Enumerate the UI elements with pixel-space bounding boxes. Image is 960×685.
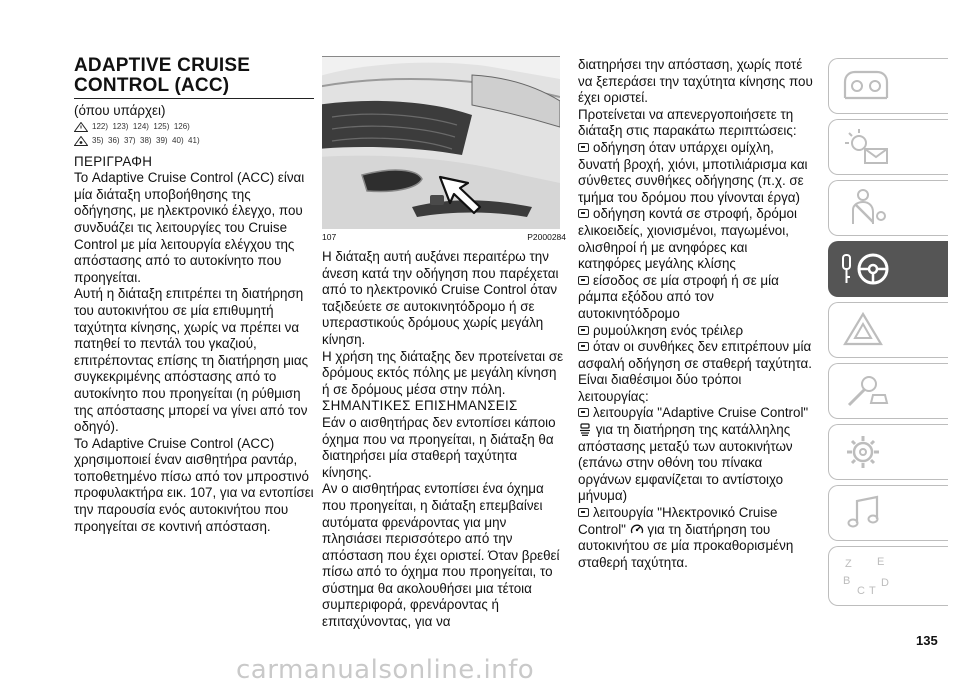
caution-refs-text: 35) 36) 37) 38) 39) 40) 41)	[92, 135, 200, 145]
music-note-icon	[839, 491, 893, 535]
tab-dashboard[interactable]	[828, 58, 948, 114]
alphabet-index-icon	[839, 554, 893, 598]
list-item: οδήγηση κοντά σε στροφή, δρόμοι ελικοειδείς, χιονισμένοι, παγωμένοι, ολισθηροί ή με ανηφόρες και κατηφόρες μεγάλης κλίσης	[578, 206, 797, 272]
sun-envelope-icon	[839, 125, 893, 169]
tab-lights-warnings[interactable]	[828, 119, 948, 175]
index-letter: T	[869, 585, 876, 597]
figure-number: 107	[322, 232, 337, 242]
wrench-car-icon	[839, 369, 893, 413]
bullet-icon	[578, 508, 589, 517]
figure-car-front	[322, 56, 560, 229]
paragraph: Προτείνεται να απενεργοποιήσετε τη διάταξη στις παρακάτω περιπτώσεις:	[578, 106, 797, 139]
watermark: carmanualsonline.info	[236, 655, 535, 685]
tab-index[interactable]	[828, 546, 948, 606]
paragraph: Η χρήση της διάταξης δεν προτείνεται σε δρόμους εκτός πόλης με μεγάλη κίνηση ή σε δρόμους μέσα στην πόλη.	[322, 348, 564, 397]
index-letter: D	[881, 577, 889, 589]
bullet-icon	[578, 276, 589, 285]
bullet-icon	[578, 342, 589, 351]
tab-technical-data[interactable]	[828, 424, 948, 480]
acc-distance-icon	[578, 423, 592, 436]
tab-maintenance[interactable]	[828, 363, 948, 419]
hazard-triangle-icon	[839, 308, 893, 352]
bullet-icon	[578, 209, 589, 218]
warning-refs-text: 122) 123) 124) 125) 126)	[92, 121, 190, 131]
figure-code: P2000284	[527, 232, 566, 242]
list-item: όταν οι συνθήκες δεν επιτρέπουν μία ασφαλή οδήγηση σε σταθερή ταχύτητα.	[578, 339, 812, 371]
list-item: είσοδος σε μία στροφή ή σε μία ράμπα εξόδου από τον αυτοκινητόδρομο	[578, 272, 779, 321]
paragraph: διατηρήσει την απόσταση, χωρίς ποτέ να ξεπεράσει την ταχύτητα κίνησης που έχει οριστεί.	[578, 57, 813, 106]
section-title	[74, 56, 314, 99]
paragraph: Είναι διαθέσιμοι δύο τρόποι λειτουργίας:	[578, 372, 742, 404]
chapter-tabs	[828, 58, 948, 611]
paragraph: Εάν ο αισθητήρας δεν εντοπίσει κάποιο όχημα που να προηγείται, η διάταξη θα διατηρήσει μία σταθερή ταχύτητα κίνησης.	[322, 414, 556, 480]
bullet-icon	[578, 408, 589, 417]
car-front-illustration	[322, 57, 560, 229]
bullet-icon	[578, 326, 589, 335]
tab-driving[interactable]	[828, 241, 948, 297]
warning-refs	[74, 120, 314, 134]
paragraph: Η διάταξη αυτή αυξάνει περαιτέρω την άνεση κατά την οδήγηση που παρέχεται από το ηλεκτρονικό Cruise Control όταν ταξιδεύετε σε αυτοκινητόδρομο ή σε υπεραστικούς δρόμους χωρίς μεγάλη κίνηση.	[322, 249, 559, 347]
index-letter: E	[877, 556, 885, 568]
paragraph: Αυτή η διάταξη επιτρέπει τη διατήρηση του αυτοκινήτου σε μία επιθυμητή ταχύτητα κίνησης, χωρίς να πρέπει να πατηθεί το πεντάλ του γκαζιού, επιτρέποντας επίσης τη διατήρηση μιας συγκεκριμένης απόστασης από το αυτοκίνητο που προηγείται (η ρύθμιση της απόστασης μπορεί να γίνει από τον οδηγό).	[74, 286, 309, 435]
tab-multimedia[interactable]	[828, 485, 948, 541]
key-steering-wheel-icon	[839, 247, 893, 291]
tab-safety[interactable]	[828, 180, 948, 236]
cruise-control-icon	[630, 523, 644, 536]
column-middle	[322, 56, 566, 631]
availability-note: (όπου υπάρχει)	[74, 103, 166, 118]
title-line-1: ADAPTIVE CRUISE	[74, 55, 251, 76]
gear-icon	[839, 430, 893, 474]
heading-description: ΠΕΡΙΓΡΑΦΗ	[74, 153, 153, 169]
list-item-mode-acc: λειτουργία "Adaptive Cruise Control" για τη διατήρηση της κατάλληλης απόστασης μεταξύ των αυτοκινήτων (επάνω στην οθόνη του πίνακα οργάνων εμφανίζεται το αντίστοιχο μήνυμα)	[578, 405, 809, 504]
list-item-mode-cruise: λειτουργία "Ηλεκτρονικό Cruise Control" για τη διατήρηση του αυτοκινήτου σε μία προκαθορισμένη σταθερή ταχύτητα.	[578, 505, 794, 570]
seatbelt-icon	[839, 186, 893, 230]
list-item: οδήγηση όταν υπάρχει ομίχλη, δυνατή βροχή, χιόνι, μποτιλιάρισμα και σύνθετες συνθήκες οδήγησης (π.χ. σε τμήμα του δρόμου που γίνονται έργα)	[578, 139, 808, 205]
list-item: ρυμούλκηση ενός τρέιλερ	[578, 323, 814, 340]
car-dashboard-icon	[839, 64, 893, 108]
figure-caption	[322, 231, 566, 243]
column-right	[578, 57, 814, 571]
caution-hand-icon	[74, 136, 88, 146]
index-letter: B	[843, 575, 851, 587]
index-letter: Z	[845, 558, 852, 570]
paragraph: Το Adaptive Cruise Control (ACC) χρησιμοποιεί έναν αισθητήρα ραντάρ, τοποθετημένο πίσω από τον μπροστινό προφυλακτήρα εικ. 107, για να εντοπίσει την παρουσία ενός αυτοκινήτου που προηγείται σε κοντινή απόσταση.	[74, 435, 314, 534]
index-letter: C	[857, 585, 865, 597]
caution-refs	[74, 134, 314, 148]
page-number: 135	[916, 633, 938, 648]
paragraph: Το Adaptive Cruise Control (ACC) είναι μία διάταξη υποβοήθησης της οδήγησης, με ηλεκτρονικό έλεγχο, που συνδυάζει τις λειτουργίες του Cruise Control με μία λειτουργία ελέγχου της απόστασης από το αυτοκίνητο που προηγείται.	[74, 170, 305, 285]
warning-triangle-icon	[74, 122, 88, 132]
tab-emergency[interactable]	[828, 302, 948, 358]
heading-warnings: ΣΗΜΑΝΤΙΚΕΣ ΕΠΙΣΗΜΑΝΣΕΙΣ	[322, 398, 518, 414]
column-left	[74, 56, 314, 535]
paragraph: Αν ο αισθητήρας εντοπίσει ένα όχημα που προηγείται, η διάταξη επεμβαίνει αυτόματα φρενάροντας για μην πλησιάσει περισσότερο από την απόσταση που έχει οριστεί. Όταν βρεθεί πίσω από το όχημα που προηγείται, το σύστημα θα ακολουθήσει μια τέτοια συμπεριφορά, φρενάροντας ή επιταχύνοντας, για να	[322, 481, 560, 630]
title-line-2: CONTROL (ACC)	[74, 75, 230, 96]
bullet-icon	[578, 143, 589, 152]
